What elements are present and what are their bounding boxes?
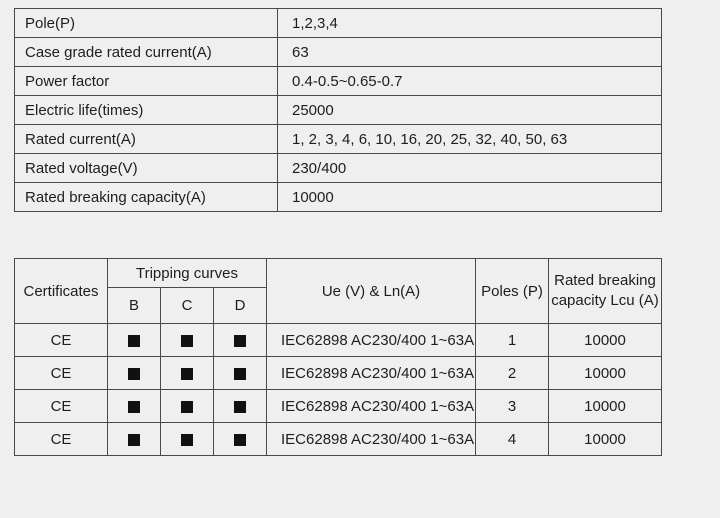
- spec-value: 1,2,3,4: [278, 9, 662, 38]
- header-curve-c: C: [161, 288, 214, 324]
- table-row: [15, 9, 662, 38]
- header-row: [15, 259, 662, 288]
- filled-square-icon: [128, 368, 140, 380]
- ue-ln-cell: IEC62898 AC230/400 1~63A: [267, 357, 476, 390]
- curve-b-cell: [108, 357, 161, 390]
- header-tripping-curves: Tripping curves: [108, 259, 267, 288]
- spec-table: [14, 8, 662, 212]
- filled-square-icon: [181, 335, 193, 347]
- poles-cell: 2: [476, 357, 549, 390]
- table-row: [15, 38, 662, 67]
- spec-label: Case grade rated current(A): [15, 38, 278, 67]
- table-row: [15, 357, 662, 390]
- filled-square-icon: [181, 401, 193, 413]
- header-breaking-line-1: Rated breaking: [554, 272, 656, 289]
- filled-square-icon: [234, 368, 246, 380]
- spec-value: 25000: [278, 96, 662, 125]
- spec-value: 1, 2, 3, 4, 6, 10, 16, 20, 25, 32, 40, 50, 63: [278, 125, 662, 154]
- cert-cell: CE: [15, 390, 108, 423]
- spec-label: Rated voltage(V): [15, 154, 278, 183]
- table-row: [15, 183, 662, 212]
- table-row: [15, 423, 662, 456]
- poles-cell: 1: [476, 324, 549, 357]
- table-row: [15, 154, 662, 183]
- header-ue-ln: Ue (V) & Ln(A): [267, 259, 476, 324]
- header-breaking-line-2: capacity Lcu (A): [551, 292, 659, 309]
- poles-cell: 4: [476, 423, 549, 456]
- spec-label: Rated current(A): [15, 125, 278, 154]
- curve-c-cell: [161, 357, 214, 390]
- filled-square-icon: [128, 335, 140, 347]
- table-row: [15, 96, 662, 125]
- header-certificates: Certificates: [15, 259, 108, 324]
- cert-cell: CE: [15, 357, 108, 390]
- breaking-capacity-cell: 10000: [549, 357, 662, 390]
- curve-c-cell: [161, 324, 214, 357]
- curve-d-cell: [214, 324, 267, 357]
- filled-square-icon: [181, 368, 193, 380]
- curve-b-cell: [108, 390, 161, 423]
- certificates-table: [14, 258, 662, 456]
- table-row: [15, 125, 662, 154]
- table-row: [15, 390, 662, 423]
- cert-cell: CE: [15, 423, 108, 456]
- filled-square-icon: [234, 434, 246, 446]
- ue-ln-cell: IEC62898 AC230/400 1~63A: [267, 324, 476, 357]
- curve-b-cell: [108, 423, 161, 456]
- spec-value: 0.4-0.5~0.65-0.7: [278, 67, 662, 96]
- filled-square-icon: [128, 434, 140, 446]
- curve-b-cell: [108, 324, 161, 357]
- ue-ln-cell: IEC62898 AC230/400 1~63A: [267, 390, 476, 423]
- table-row: [15, 324, 662, 357]
- filled-square-icon: [128, 401, 140, 413]
- header-poles: Poles (P): [476, 259, 549, 324]
- spec-value: 10000: [278, 183, 662, 212]
- curve-d-cell: [214, 357, 267, 390]
- header-breaking-capacity: [549, 259, 662, 324]
- filled-square-icon: [181, 434, 193, 446]
- curve-d-cell: [214, 390, 267, 423]
- spec-label: Power factor: [15, 67, 278, 96]
- spec-label: Pole(P): [15, 9, 278, 38]
- curve-d-cell: [214, 423, 267, 456]
- spec-value: 63: [278, 38, 662, 67]
- spec-value: 230/400: [278, 154, 662, 183]
- breaking-capacity-cell: 10000: [549, 324, 662, 357]
- filled-square-icon: [234, 401, 246, 413]
- poles-cell: 3: [476, 390, 549, 423]
- header-curve-d: D: [214, 288, 267, 324]
- table-row: [15, 67, 662, 96]
- header-curve-b: B: [108, 288, 161, 324]
- spec-label: Electric life(times): [15, 96, 278, 125]
- ue-ln-cell: IEC62898 AC230/400 1~63A: [267, 423, 476, 456]
- curve-c-cell: [161, 390, 214, 423]
- cert-cell: CE: [15, 324, 108, 357]
- breaking-capacity-cell: 10000: [549, 390, 662, 423]
- spec-label: Rated breaking capacity(A): [15, 183, 278, 212]
- filled-square-icon: [234, 335, 246, 347]
- breaking-capacity-cell: 10000: [549, 423, 662, 456]
- curve-c-cell: [161, 423, 214, 456]
